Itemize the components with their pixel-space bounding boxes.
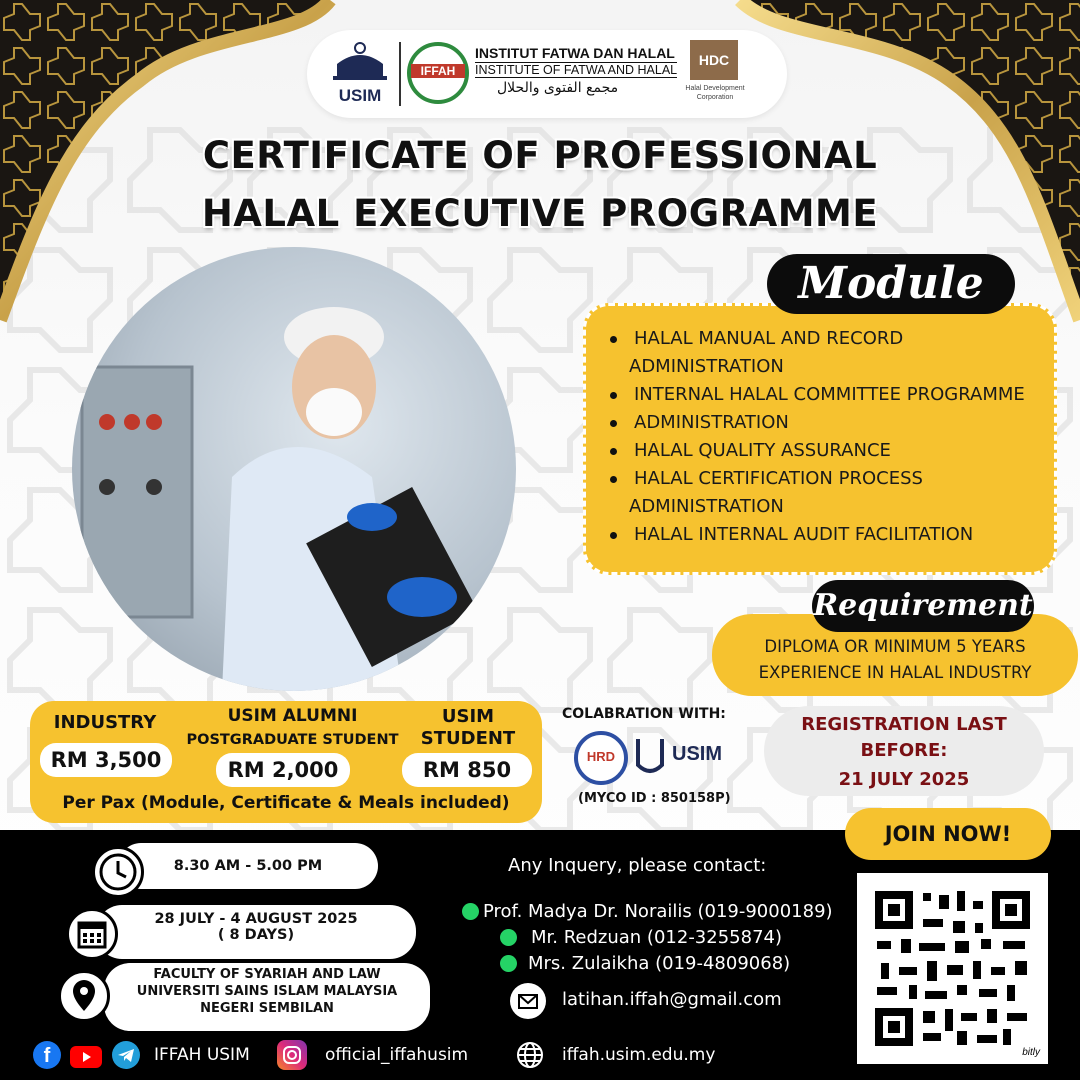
- instagram-icon[interactable]: [277, 1040, 307, 1070]
- pricing-note: Per Pax (Module, Certificate & Meals included): [62, 793, 510, 813]
- hdc-logo-icon: HDC: [690, 40, 738, 80]
- student-label2: STUDENT: [420, 728, 516, 749]
- logo-bar: [307, 30, 787, 118]
- bullet: [610, 476, 617, 483]
- email-icon: [510, 983, 546, 1019]
- bullet: [610, 532, 617, 539]
- facebook-icon[interactable]: f: [33, 1041, 61, 1069]
- whatsapp-icon: [500, 929, 517, 946]
- qr-code[interactable]: [857, 873, 1048, 1064]
- contact-person1[interactable]: Prof. Madya Dr. Norailis (019-9000189): [483, 901, 833, 922]
- date-pill: [96, 905, 416, 959]
- contact-person3[interactable]: Mrs. Zulaikha (019-4809068): [528, 953, 791, 974]
- worker-photo: [72, 247, 516, 691]
- location-pin-icon: [58, 970, 110, 1022]
- student-price: RM 850: [402, 753, 532, 787]
- usim-holdings-label: USIM: [672, 743, 722, 765]
- social-handle-facebook[interactable]: IFFAH USIM: [154, 1045, 250, 1065]
- requirement-heading: Requirement: [812, 580, 1034, 632]
- module-item: INTERNAL HALAL COMMITTEE PROGRAMME: [634, 384, 1025, 405]
- bullet: [610, 448, 617, 455]
- myco-id: (MYCO ID : 850158P): [578, 791, 731, 806]
- registration-line2: BEFORE:: [860, 740, 948, 761]
- page-title-line1: CERTIFICATE OF PROFESSIONAL: [202, 134, 878, 177]
- industry-price: RM 3,500: [40, 743, 172, 777]
- institute-name-en: INSTITUTE OF FATWA AND HALAL: [475, 63, 678, 77]
- module-item: HALAL QUALITY ASSURANCE: [634, 440, 891, 461]
- globe-icon: [515, 1040, 545, 1070]
- logo-divider: [399, 42, 401, 106]
- alumni-price: RM 2,000: [216, 753, 350, 787]
- social-handle-instagram[interactable]: official_iffahusim: [325, 1045, 469, 1065]
- module-item: ADMINISTRATION: [629, 356, 784, 377]
- bullet: [610, 420, 617, 427]
- module-heading: Module: [767, 254, 1015, 314]
- alumni-label: USIM ALUMNI: [227, 706, 358, 726]
- iffah-badge: IFFAH: [411, 64, 465, 78]
- industry-label: INDUSTRY: [53, 712, 157, 733]
- institute-name-ar: مجمع الفتوى والحلال: [497, 80, 619, 96]
- module-item: ADMINISTRATION: [629, 496, 784, 517]
- postgraduate-label: POSTGRADUATE STUDENT: [186, 732, 399, 748]
- usim-holdings-logo-icon: [634, 737, 666, 779]
- iffah-logo-icon: [407, 42, 469, 104]
- telegram-icon[interactable]: [112, 1041, 140, 1069]
- venue-line1: FACULTY OF SYARIAH AND LAW: [153, 967, 381, 982]
- usim-logo-icon: [329, 40, 391, 82]
- calendar-icon: [66, 908, 118, 960]
- venue-line2: UNIVERSITI SAINS ISLAM MALAYSIA: [136, 984, 398, 999]
- bullet: [610, 336, 617, 343]
- requirement-line2: EXPERIENCE IN HALAL INDUSTRY: [758, 663, 1032, 682]
- module-item: ADMINISTRATION: [634, 412, 789, 433]
- contact-email[interactable]: latihan.iffah@gmail.com: [562, 989, 782, 1010]
- contact-person2[interactable]: Mr. Redzuan (012-3255874): [531, 927, 782, 948]
- bullet: [610, 392, 617, 399]
- module-item: HALAL CERTIFICATION PROCESS: [634, 468, 923, 489]
- whatsapp-icon: [500, 955, 517, 972]
- requirement-line1: DIPLOMA OR MINIMUM 5 YEARS: [764, 637, 1026, 656]
- join-now-button[interactable]: JOIN NOW!: [845, 808, 1051, 860]
- module-item: HALAL INTERNAL AUDIT FACILITATION: [634, 524, 974, 545]
- youtube-icon[interactable]: [70, 1046, 102, 1068]
- venue-pill: [104, 963, 430, 1031]
- qr-caption: bitly: [1022, 1047, 1040, 1058]
- registration-line1: REGISTRATION LAST: [801, 714, 1007, 735]
- hdc-caption: Halal Development Corporation: [685, 85, 745, 101]
- student-label: USIM: [441, 706, 495, 727]
- collab-title: COLABRATION WITH:: [562, 706, 726, 722]
- time-pill: 8.30 AM - 5.00 PM: [118, 843, 378, 889]
- venue-line3: NEGERI SEMBILAN: [200, 1001, 334, 1016]
- whatsapp-icon: [462, 903, 479, 920]
- date-range: 28 JULY - 4 AUGUST 2025: [154, 911, 358, 927]
- clock-icon: [92, 846, 144, 898]
- hrd-logo-icon: [574, 731, 628, 785]
- website-link[interactable]: iffah.usim.edu.my: [562, 1045, 716, 1065]
- contact-heading: Any Inquery, please contact:: [508, 855, 767, 876]
- day-count: ( 8 DAYS): [217, 927, 295, 943]
- page-title-line2: HALAL EXECUTIVE PROGRAMME: [201, 192, 879, 235]
- registration-date: 21 JULY 2025: [838, 769, 970, 790]
- institute-name-my: INSTITUT FATWA DAN HALAL: [475, 45, 675, 61]
- hrd-label: HRD: [586, 749, 616, 764]
- usim-label: USIM: [338, 86, 382, 105]
- module-item: HALAL MANUAL AND RECORD: [634, 328, 904, 349]
